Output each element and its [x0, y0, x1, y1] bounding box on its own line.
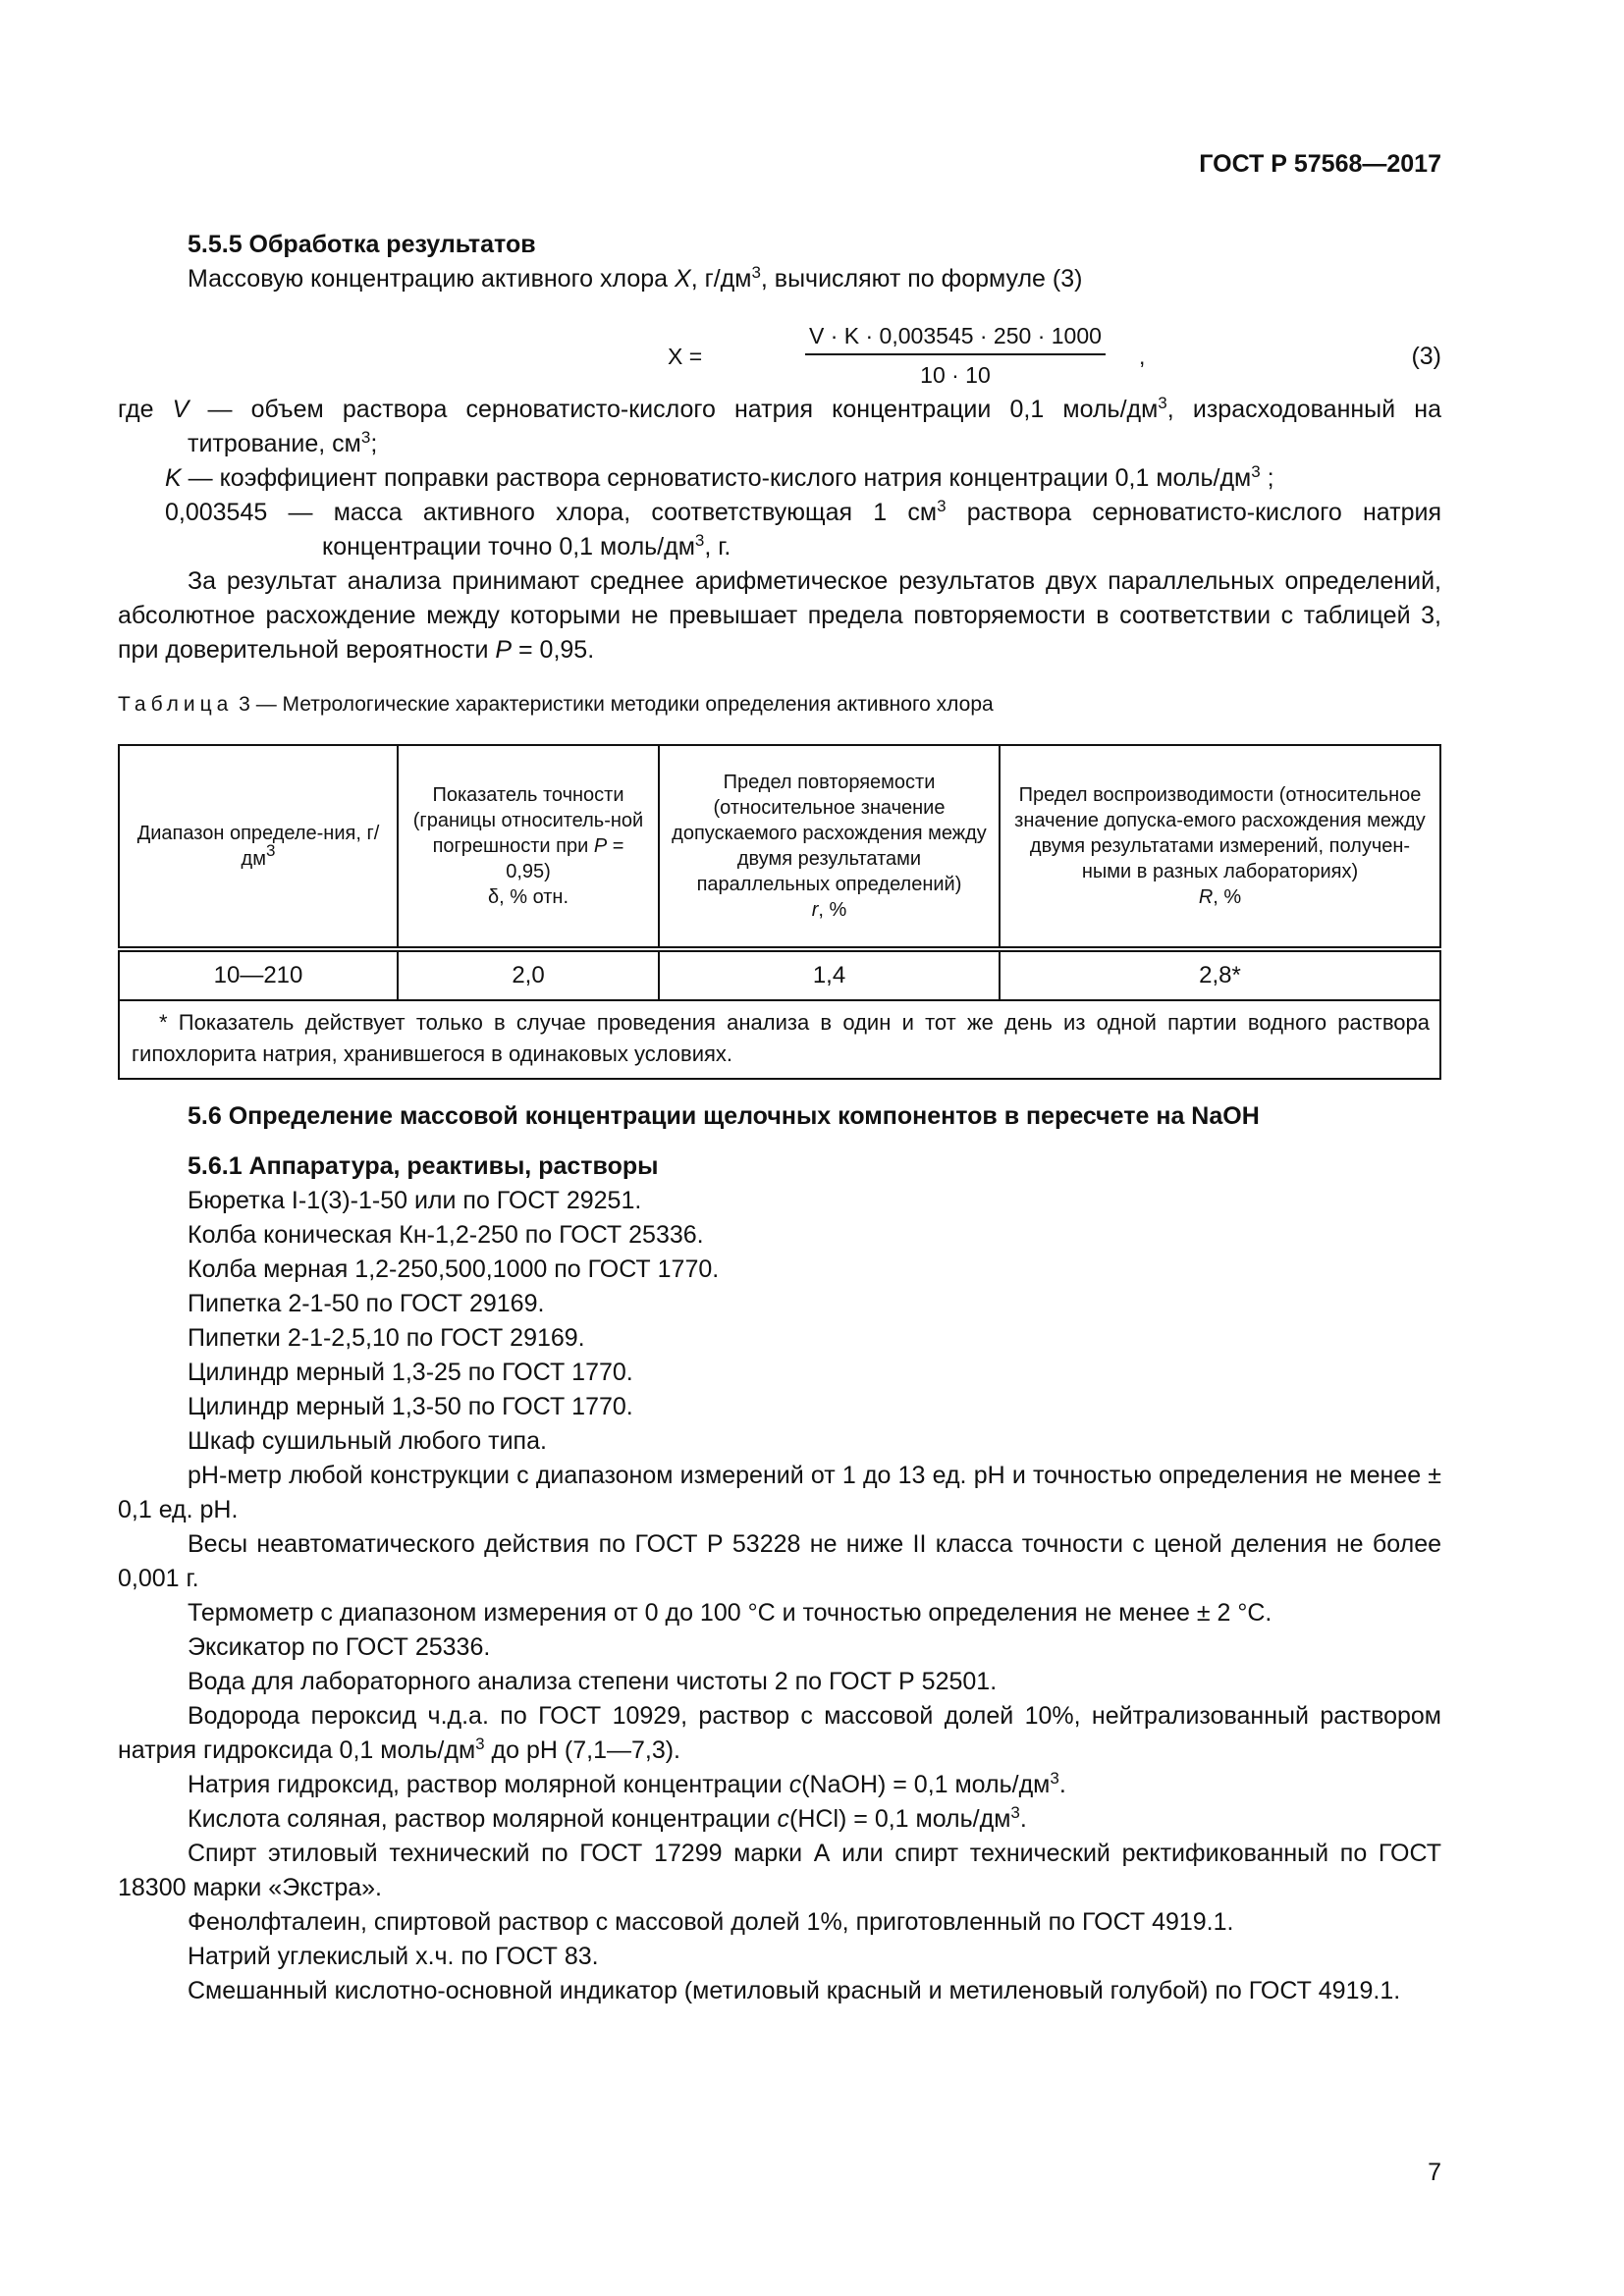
text-segment: ;	[370, 430, 378, 457]
text-segment: , г/дм	[690, 265, 752, 293]
list-item	[118, 1837, 1441, 1905]
superscript: 3	[1251, 462, 1261, 481]
list-item	[118, 1974, 1441, 2008]
superscript: 3	[475, 1735, 485, 1753]
superscript: 3	[1158, 394, 1167, 412]
text-segment: Показатель точности (границы относитель-ной погрешности при	[412, 784, 644, 857]
cell-repeatability: 1,4	[659, 949, 1000, 1000]
text-segment: Смешанный кислотно-основной индикатор (метиловый красный и метиленовый голубой) по ГОСТ 4919.1.	[188, 1977, 1401, 2004]
list-item	[118, 1768, 1441, 1802]
text-segment: Термометр с диапазоном измерения от 0 до 100 °С и точностью определения не менее ± 2 °С.	[188, 1599, 1272, 1627]
list-item	[118, 1253, 1441, 1287]
text-segment: Цилиндр мерный 1,3-25 по ГОСТ 1770.	[188, 1359, 633, 1386]
text-segment: K	[165, 464, 182, 492]
text-segment: Фенолфталеин, спиртовой раствор с массовой долей 1%, приготовленный по ГОСТ 4919.1.	[188, 1908, 1234, 1936]
superscript: 3	[694, 531, 705, 550]
text-segment: ;	[1260, 464, 1274, 492]
text-segment: Колба коническая Кн-1,2-250 по ГОСТ 25336.	[188, 1221, 704, 1249]
table-footnote: * Показатель действует только в случае проведения анализа в один и тот же день из одной партии водного раствора гипохлорита натрия, хранившегося в одинаковых условиях.	[119, 1000, 1440, 1079]
cell-range: 10—210	[119, 949, 398, 1000]
table-caption	[118, 687, 994, 721]
text-segment: .	[1058, 1771, 1066, 1798]
list-item	[118, 1356, 1441, 1390]
text-segment: = 0,95)	[506, 835, 624, 882]
text-segment: = 0,95.	[512, 636, 595, 664]
formula-3	[118, 320, 1441, 399]
list-item	[118, 1802, 1441, 1837]
text-segment: c	[777, 1805, 790, 1833]
superscript: 3	[360, 428, 371, 447]
table-title: 3 — Метрологические характеристики методики определения активного хлора	[233, 693, 994, 716]
list-item	[118, 1390, 1441, 1424]
formula-fraction	[805, 320, 1106, 391]
text-segment: Колба мерная 1,2-250,500,1000 по ГОСТ 1770.	[188, 1255, 720, 1283]
text-segment: P	[495, 636, 513, 664]
formula-numerator: V · K · 0,003545 · 250 · 1000	[805, 320, 1106, 355]
text-segment: Весы неавтоматического действия по ГОСТ Р 53228 не ниже II класса точности с ценой деления не более 0,001 г.	[118, 1530, 1441, 1592]
text-segment: За результат анализа принимают среднее арифметическое результатов двух параллельных определений, абсолютное расхождение между которыми не превышает предела повторяемости в соответствии с таблицей 3, при доверительной вероятности	[118, 567, 1441, 664]
text-segment: P	[593, 835, 608, 857]
text-segment: где	[118, 396, 173, 423]
header-range	[119, 745, 398, 949]
text-segment: R	[1198, 886, 1214, 908]
list-item	[118, 1527, 1441, 1596]
result-paragraph	[118, 564, 1441, 667]
text-segment: Предел воспроизводимости (относительное значение допуска-емого расхождения между двумя результатами измерений, получен-ными в разных лабораториях)	[1014, 784, 1426, 882]
text-segment: Цилиндр мерный 1,3-50 по ГОСТ 1770.	[188, 1393, 633, 1420]
section-heading: 5.5.5 Обработка результатов	[188, 231, 536, 258]
formula-lhs: X =	[668, 344, 703, 369]
legend-item	[118, 393, 1441, 461]
text-segment: Натрия гидроксид, раствор молярной концентрации	[188, 1771, 789, 1798]
table-row	[119, 949, 1440, 1000]
formula-comma: ,	[1139, 344, 1146, 369]
formula-number: (3)	[1411, 343, 1441, 370]
header-accuracy	[398, 745, 659, 949]
text-segment: — коэффициент поправки раствора серноватисто-кислого натрия концентрации 0,1 моль/дм	[181, 464, 1252, 492]
legend-item	[118, 461, 1441, 496]
superscript: 3	[265, 841, 276, 860]
text-segment: до pH (7,1—7,3).	[484, 1736, 680, 1764]
header-repeatability	[659, 745, 1000, 949]
superscript: 3	[1050, 1769, 1059, 1788]
document-id: ГОСТ Р 57568—2017	[1199, 150, 1441, 178]
text-segment: Предел повторяемости (относительное значение допускаемого расхождения между двумя результатами параллельных определений)	[672, 772, 987, 895]
text-segment: Диапазон определе-ния, г/дм	[136, 823, 380, 870]
list-item	[118, 1596, 1441, 1630]
section-5-5-5	[118, 228, 1441, 296]
list-item	[118, 1184, 1441, 1218]
text-segment: 0,003545 — масса активного хлора, соответствующая 1 см	[165, 499, 938, 526]
text-segment: Пипетки 2-1-2,5,10 по ГОСТ 29169.	[188, 1324, 585, 1352]
text-segment: , %	[818, 899, 847, 921]
list-item	[118, 1459, 1441, 1527]
list-item	[118, 1287, 1441, 1321]
superscript: 3	[751, 263, 761, 282]
list-item	[118, 1905, 1441, 1940]
metrology-table	[118, 744, 1441, 1080]
text-segment: Кислота соляная, раствор молярной концентрации	[188, 1805, 778, 1833]
intro-paragraph	[118, 262, 1441, 296]
header-reproducibility	[1000, 745, 1440, 949]
text-segment: Бюретка I-1(3)-1-50 или по ГОСТ 29251.	[188, 1187, 642, 1214]
text-segment: Эксикатор по ГОСТ 25336.	[188, 1633, 491, 1661]
legend-item	[118, 496, 1441, 564]
cell-reproducibility: 2,8*	[1000, 949, 1440, 1000]
text-segment: (HCl) = 0,1 моль/дм	[789, 1805, 1011, 1833]
section-5-6	[118, 1099, 1441, 2008]
list-item	[118, 1940, 1441, 1974]
list-item	[118, 1665, 1441, 1699]
superscript: 3	[937, 497, 947, 515]
cell-accuracy: 2,0	[398, 949, 659, 1000]
table-header-row	[119, 745, 1440, 949]
section-heading: 5.6 Определение массовой концентрации щелочных компонентов в пересчете на NaOH	[188, 1102, 1260, 1130]
text-segment: раствора серноватисто-кислого натрия концентрации точно 0,1 моль/дм	[322, 499, 1441, 561]
formula-legend	[118, 393, 1441, 667]
text-segment: Натрий углекислый х.ч. по ГОСТ 83.	[188, 1943, 599, 1970]
formula-denominator: 10 · 10	[920, 362, 991, 388]
table-footnote-row	[119, 1000, 1440, 1079]
text-segment: Водорода пероксид ч.д.а. по ГОСТ 10929, раствор с массовой долей 10%, нейтрализованный раствором натрия гидроксида 0,1 моль/дм	[118, 1702, 1441, 1764]
text-segment: Вода для лабораторного анализа степени чистоты 2 по ГОСТ Р 52501.	[188, 1668, 998, 1695]
page-number: 7	[1428, 2159, 1441, 2186]
text-segment: , %	[1213, 886, 1242, 908]
text-segment: Массовую концентрацию активного хлора	[188, 265, 676, 293]
text-segment: X	[675, 265, 691, 293]
list-item	[118, 1630, 1441, 1665]
text-segment: Пипетка 2-1-50 по ГОСТ 29169.	[188, 1290, 545, 1317]
subsection-heading: 5.6.1 Аппаратура, реактивы, растворы	[188, 1152, 659, 1180]
list-item	[118, 1218, 1441, 1253]
text-segment: , израсходованный на титрование, см	[188, 396, 1441, 457]
text-segment: c	[788, 1771, 802, 1798]
text-segment: — объем раствора серноватисто-кислого натрия концентрации 0,1 моль/дм	[189, 396, 1159, 423]
text-segment: (NaOH) = 0,1 моль/дм	[801, 1771, 1051, 1798]
table-label: Таблица	[118, 693, 234, 716]
list-item	[118, 1321, 1441, 1356]
text-segment: pH-метр любой конструкции с диапазоном измерений от 1 до 13 ед. pH и точностью определения не менее ± 0,1 ед. pH.	[118, 1462, 1441, 1523]
superscript: 3	[1010, 1803, 1020, 1822]
list-item	[118, 1424, 1441, 1459]
text-segment: , вычисляют по формуле (3)	[760, 265, 1083, 293]
text-segment: Спирт этиловый технический по ГОСТ 17299 марки А или спирт технический ректификованный по ГОСТ 18300 марки «Экстра».	[118, 1840, 1441, 1901]
text-segment: V	[172, 396, 189, 423]
text-segment: .	[1019, 1805, 1027, 1833]
text-segment: δ, % отн.	[487, 886, 569, 908]
text-segment: r	[811, 899, 819, 921]
list-item	[118, 1699, 1441, 1768]
text-segment: , г.	[704, 533, 731, 561]
text-segment: Шкаф сушильный любого типа.	[188, 1427, 547, 1455]
